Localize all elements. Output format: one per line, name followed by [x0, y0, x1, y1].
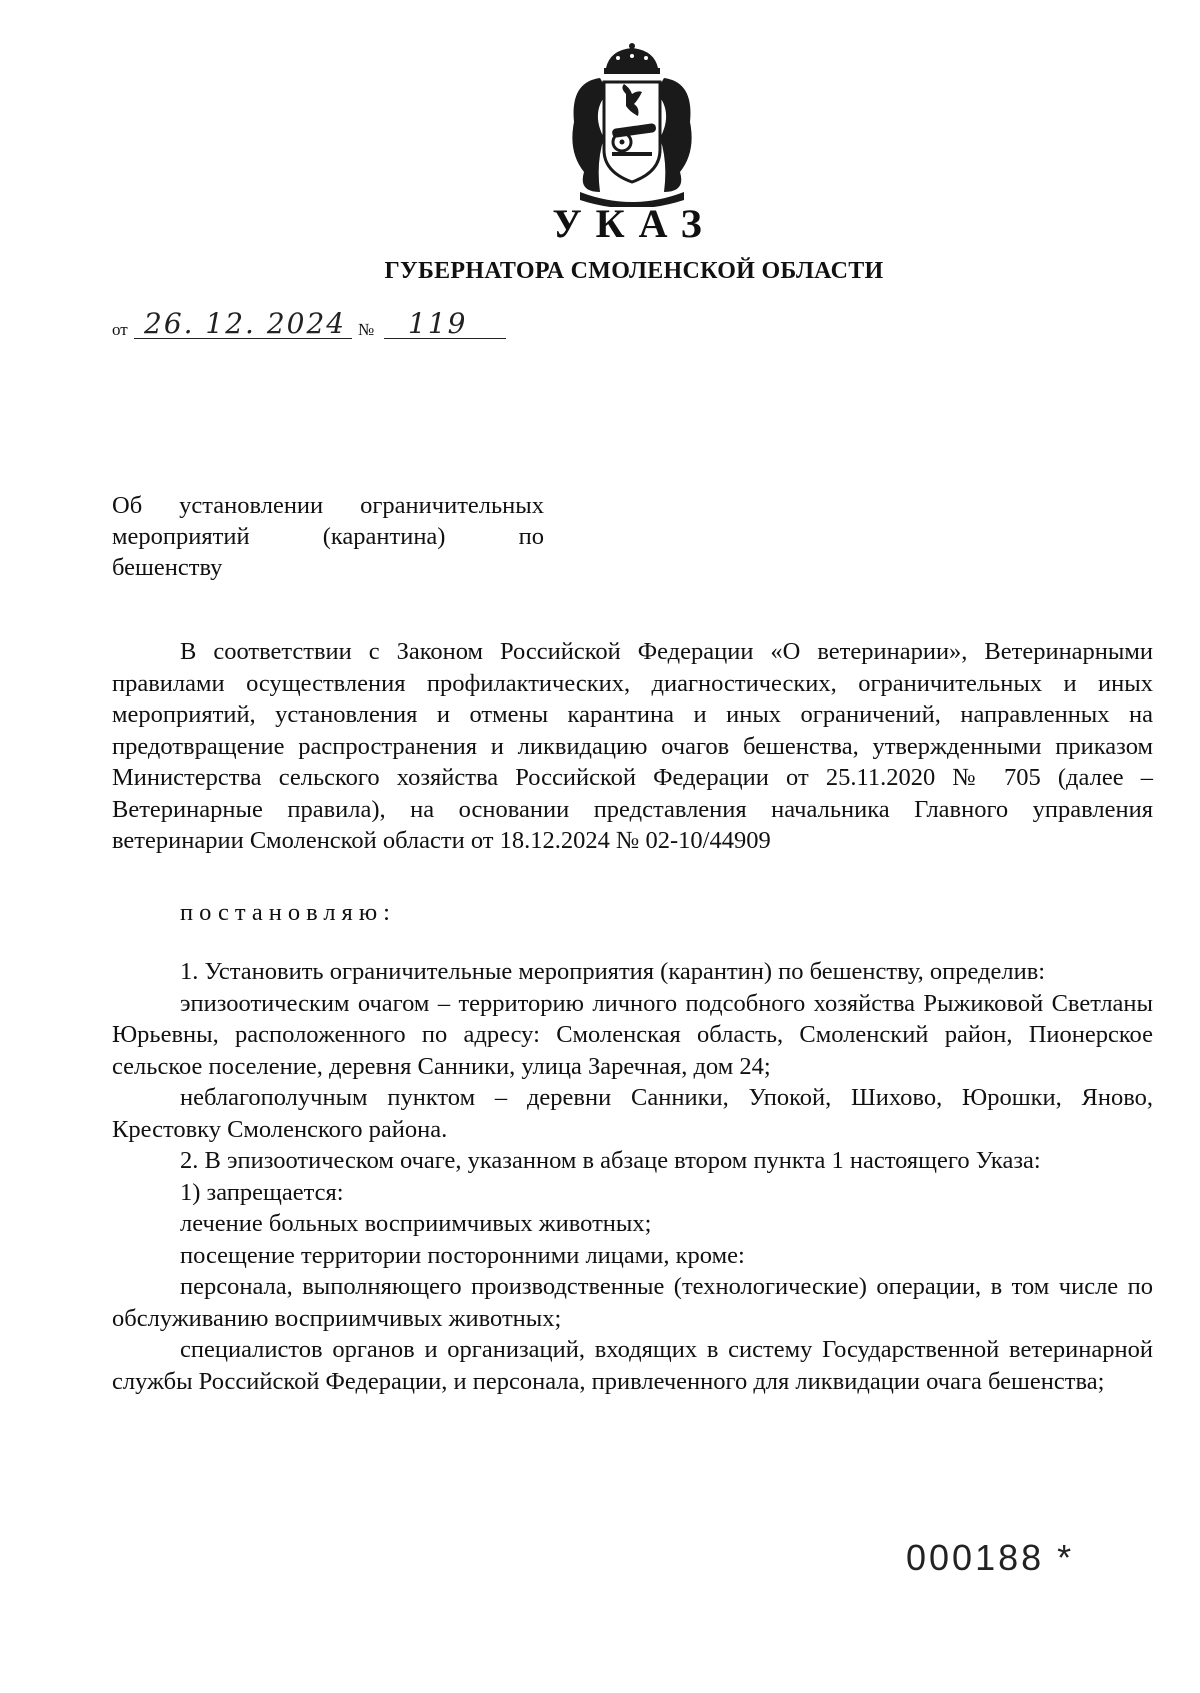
resolve-line: постановляю: — [180, 898, 396, 926]
subject-line: Об установлении ограничительных — [112, 492, 544, 519]
number-label: № — [358, 320, 375, 339]
paragraph: посещение территории посторонними лицами, кроме: — [180, 1241, 745, 1269]
document-body — [112, 636, 1153, 1397]
serial-number: 000188 * — [906, 1537, 1075, 1578]
coat-of-arms-emblem — [560, 42, 705, 207]
paragraph: персонала, выполняющего производственные (технологические) операции, в том числе по обслуживанию восприимчивых животных; — [112, 1273, 1153, 1332]
subject-heading — [112, 490, 544, 583]
document-subtitle: ГУБЕРНАТОРА СМОЛЕНСКОЙ ОБЛАСТИ — [384, 258, 884, 284]
preamble-paragraph: В соответствии с Законом Российской Федерации «О ветеринарии», Ветеринарными правилами осуществления профилактических, диагностических, ограничительных и иных мероприятий, установления и отмены карантина и иных ограничений, направленных на предотвращение распространения и ликвидацию очагов бешенства, утвержденными приказом Министерства сельского хозяйства Российской Федерации от 25.11.2020 № 705 (далее – Ветеринарные правила), на основании представления начальника Главного управления ветеринарии Смоленской области от 18.12.2024 № 02-10/44909 — [112, 638, 1153, 854]
date-number-line — [112, 306, 582, 346]
paragraph: лечение больных восприимчивых животных; — [180, 1210, 652, 1237]
handwritten-number: 119 — [408, 307, 468, 340]
paragraph: специалистов органов и организаций, входящих в систему Государственной ветеринарной службы Российской Федерации, и персонала, привлеченного для ликвидации очага бешенства; — [112, 1336, 1153, 1395]
paragraph: 2. В эпизоотическом очаге, указанном в абзаце втором пункта 1 настоящего Указа: — [180, 1147, 1041, 1174]
subject-line: бешенству — [112, 554, 223, 581]
paragraph: 1) запрещается: — [180, 1178, 344, 1206]
from-label: от — [112, 320, 128, 339]
paragraph: эпизоотическим очагом – территорию личного подсобного хозяйства Рыжиковой Светланы Юрьевны, расположенного по адресу: Смоленская область, Смоленский район, Пионерское сельское поселение, деревня Санники, улица Заречная, дом 24; — [112, 989, 1153, 1080]
crown-icon — [604, 43, 660, 74]
paragraph: 1. Установить ограничительные мероприятия (карантин) по бешенству, определив: — [180, 958, 1046, 985]
subject-line: мероприятий (карантина) по — [112, 523, 544, 550]
document-title: УКАЗ — [552, 201, 716, 246]
paragraph: неблагополучным пунктом – деревни Санники, Упокой, Шихово, Юрошки, Яново, Крестовку Смоленского района. — [112, 1084, 1153, 1143]
handwritten-date: 26. 12. 2024 — [144, 307, 347, 340]
